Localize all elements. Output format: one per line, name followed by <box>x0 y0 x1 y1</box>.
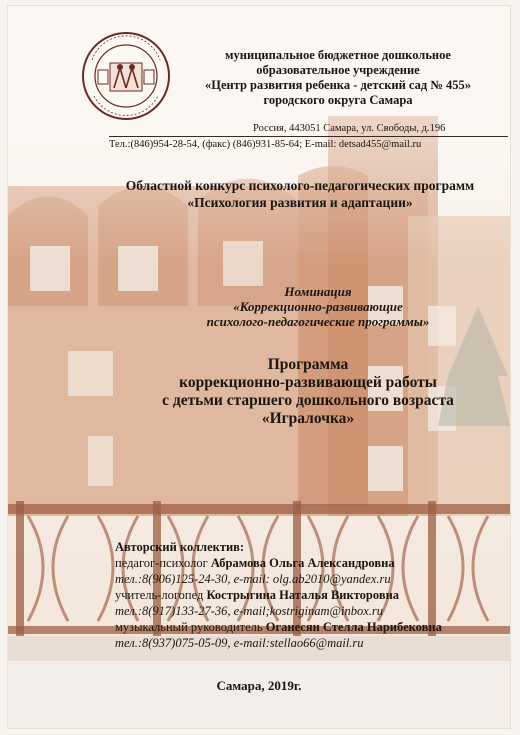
author-line <box>115 587 495 603</box>
nomination-label: Номинация <box>284 284 352 299</box>
author-name: Абрамова Ольга Александровна <box>210 556 395 570</box>
city-year: Самара, 2019г. <box>216 678 302 693</box>
program-title <box>128 356 488 428</box>
phone-email: Тел.:(846)954-28-54, (факс) (846)931-85-64; E-mail: detsad455@mail.ru <box>109 136 508 152</box>
program-line-1: Программа <box>267 356 349 373</box>
nomination-block <box>158 284 478 329</box>
author-role: учитель-логопед <box>115 588 207 602</box>
author-line <box>115 555 495 571</box>
document-page <box>8 6 510 728</box>
author-name: Кострыгина Наталья Викторовна <box>206 588 400 602</box>
organization-header <box>188 48 488 108</box>
kindergarten-logo <box>80 30 172 122</box>
author-line <box>115 619 495 635</box>
contest-line-1: Областной конкурс психолого-педагогических программ <box>125 178 475 193</box>
contacts-block <box>108 122 508 152</box>
program-line-2: коррекционно-развивающей работы <box>179 374 437 391</box>
author-contact: тел.:8(906)125-24-30, e-mail: olg.ab2010@yandex.ru <box>115 572 391 586</box>
author-name: Оганесян Стелла Нарибековна <box>265 620 442 634</box>
nomination-line-2: психолого-педагогические программы» <box>206 314 430 329</box>
authors-heading: Авторский коллектив: <box>115 540 245 554</box>
contest-title <box>100 177 500 211</box>
program-line-3: с детьми старшего дошкольного возраста <box>162 392 454 409</box>
address: Россия, 443051 Самара, ул. Свободы, д.196 <box>253 123 446 134</box>
org-line-3: «Центр развития ребенка - детский сад № 455» <box>204 78 472 92</box>
author-role: музыкальный руководитель <box>115 620 266 634</box>
org-line-1: муниципальное бюджетное дошкольное <box>225 48 451 62</box>
program-line-4: «Игралочка» <box>261 410 355 427</box>
author-contact: тел.:8(937)075-05-09, e-mail:stellao66@mail.ru <box>115 636 364 650</box>
author-role: педагог-психолог <box>115 556 211 570</box>
nomination-line-1: «Коррекционно-развивающие <box>233 299 403 314</box>
org-line-4: городского округа Самара <box>263 93 413 107</box>
contest-line-2: «Психология развития и адаптации» <box>187 195 413 210</box>
authors-block <box>115 539 495 651</box>
author-contact: тел.:8(917)133-27-36, e-mail;kostriginam@inbox.ru <box>115 604 383 618</box>
org-line-2: образовательное учреждение <box>256 63 420 77</box>
